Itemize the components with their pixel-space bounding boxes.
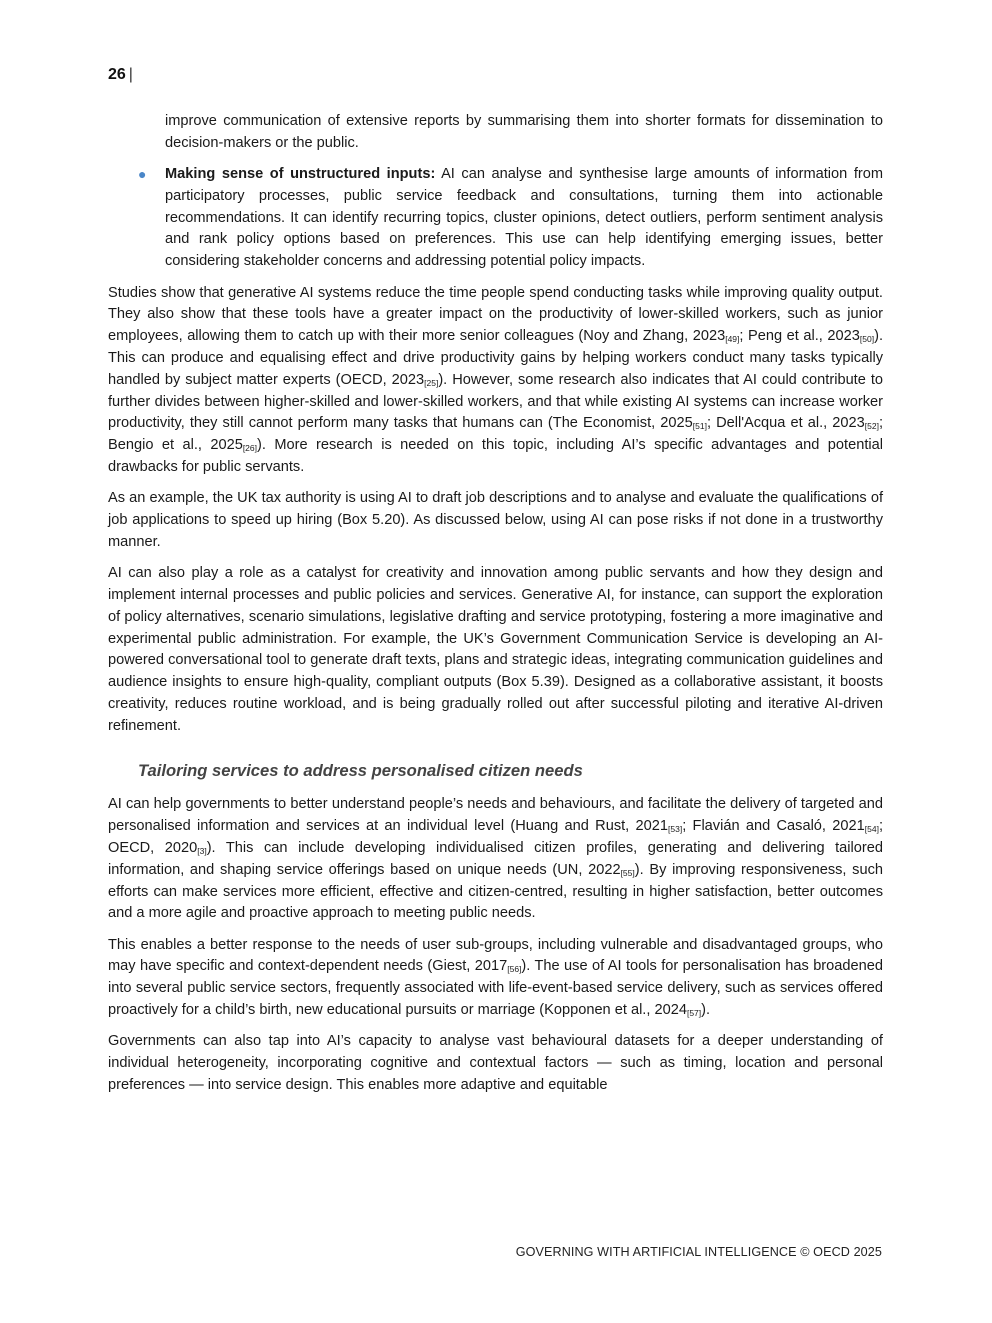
text-run: ; Bengio et al., 2025	[108, 415, 883, 454]
text-run: ). This can include developing individualised citizen profiles, generating and delivering tailored information, and shaping service offerings based on unique needs (UN, 2022	[108, 839, 883, 878]
text-run: ; Flavián and Casaló, 2021	[682, 818, 865, 835]
citation-ref[interactable]: [53]	[668, 824, 683, 835]
bullet-continuation-text: improve communication of extensive reports by summarising them into shorter formats for dissemination to decision-makers or the public.	[165, 113, 883, 151]
text-run: ; Peng et al., 2023	[739, 328, 860, 345]
page-number: 26	[108, 66, 126, 83]
citation-ref[interactable]: [51]	[692, 421, 707, 432]
text-run: ). This can produce and equalising effect and drive productivity gains by helping workers conduct many tasks typically handled by subject matter experts (OECD, 2023	[108, 328, 884, 388]
text-run: ; Dell'Acqua et al., 2023	[706, 415, 865, 432]
text-run: ). The use of AI tools for personalisation has broadened into several public service sectors, frequently associated with life-event-based service delivery, such as services offered proactively for a child’s birth, new educational pursuits or marriage (Kopponen et al., 2024	[108, 958, 883, 1018]
section-heading: Tailoring services to address personalised citizen needs	[138, 760, 583, 780]
page-footer: GOVERNING WITH ARTIFICIAL INTELLIGENCE © OECD 2025	[515, 1245, 882, 1259]
paragraph-sub-groups	[108, 935, 883, 1022]
text-run: ). By improving responsiveness, such efforts can make services more efficient, effective and citizen-centred, resulting in higher satisfaction, better outcomes and a more agile and proactive approach to meeting public needs.	[108, 861, 883, 922]
citation-ref[interactable]: [57]	[686, 1007, 702, 1018]
paragraph-uk-tax-example: As an example, the UK tax authority is using AI to draft job descriptions and to analyse and evaluate the qualifications of job applications to speed up hiring (Box 5.20). As discussed below, using AI can pose risks if not done in a trustworthy manner.	[108, 490, 883, 550]
text-run: ).	[701, 1001, 711, 1018]
paragraph-behavioural-datasets: Governments can also tap into AI’s capacity to analyse vast behavioural datasets for a deeper understanding of individual heterogeneity, incorporating cognitive and contextual factors — such as timing, location and personal preferences — into service design. This enables more adaptive and equitable	[108, 1033, 883, 1093]
header-separator: |	[128, 66, 133, 83]
citation-ref[interactable]: [52]	[864, 421, 879, 432]
text-run: AI can help governments to better understand people’s needs and behaviours, and facilitate the delivery of targeted and personalised information and services at an individual level (Huang and Rust, 2021	[108, 796, 883, 835]
bullet-dot-icon: ●	[138, 166, 147, 183]
paragraph-productivity	[108, 283, 883, 479]
text-run: This enables a better response to the needs of user sub-groups, including vulnerable and disadvantaged groups, who may have specific and context-dependent needs (Giest, 2017	[108, 936, 883, 975]
bullet-text: AI can analyse and synthesise large amounts of information from participatory processes, public service feedback and consultations, turning them into actionable recommendations. It can identify recurring topics, cluster opinions, detect outliers, perform sentiment analysis and rank policy options based on preferences. This use can help identifying emerging issues, better considering stakeholder concerns and addressing potential policy impacts.	[165, 166, 884, 270]
bullet-item-unstructured-inputs	[108, 164, 883, 273]
citation-ref[interactable]: [26]	[242, 443, 257, 454]
page-body	[108, 111, 883, 1106]
text-run: ). More research is needed on this topic, including AI’s specific advantages and potential drawbacks for public servants.	[108, 437, 883, 475]
citation-ref[interactable]: [25]	[424, 377, 439, 388]
citation-ref[interactable]: [56]	[507, 964, 522, 975]
text-run: Studies show that generative AI systems reduce the time people spend conducting tasks while improving quality output. They also show that these tools have a greater impact on the productivity of lower-skilled workers, such as junior employees, allowing them to catch up with their more senior colleagues (Noy and Zhang, 2023	[108, 284, 883, 345]
page-header	[108, 66, 133, 84]
paragraph-personalised-services	[108, 794, 883, 925]
citation-ref[interactable]: [50]	[859, 334, 875, 345]
citation-ref[interactable]: [49]	[725, 334, 740, 345]
text-run: ; OECD, 2020	[108, 818, 883, 856]
citation-ref[interactable]: [3]	[197, 845, 207, 856]
paragraph-creativity-catalyst: AI can also play a role as a catalyst for creativity and innovation among public servants and how they design and implement internal processes and public policies and services. Generative AI, for instance, can support the exploration of policy alternatives, scenario simulations, legislative drafting and service prototyping, fostering a more imaginative and experimental public administration. For example, the UK’s Government Communication Service is developing an AI-powered conversational tool to generate draft texts, plans and strategic ideas, integrating communication guidelines and audience insights to ensure high-quality, compliant outputs (Box 5.39). Designed as a collaborative assistant, it boosts creativity, reduces routine workload, and is being gradually rolled out after successful piloting and iterative AI-driven refinement.	[108, 565, 883, 734]
citation-ref[interactable]: [55]	[620, 867, 635, 878]
bullet-title: Making sense of unstructured inputs:	[165, 166, 436, 183]
citation-ref[interactable]: [54]	[864, 824, 879, 835]
text-run: ). However, some research also indicates that AI could contribute to further divides between higher-skilled and lower-skilled workers, and that while existing AI systems can increase worker productivity, they still cannot perform many tasks that humans can (The Economist, 2025	[108, 371, 883, 432]
